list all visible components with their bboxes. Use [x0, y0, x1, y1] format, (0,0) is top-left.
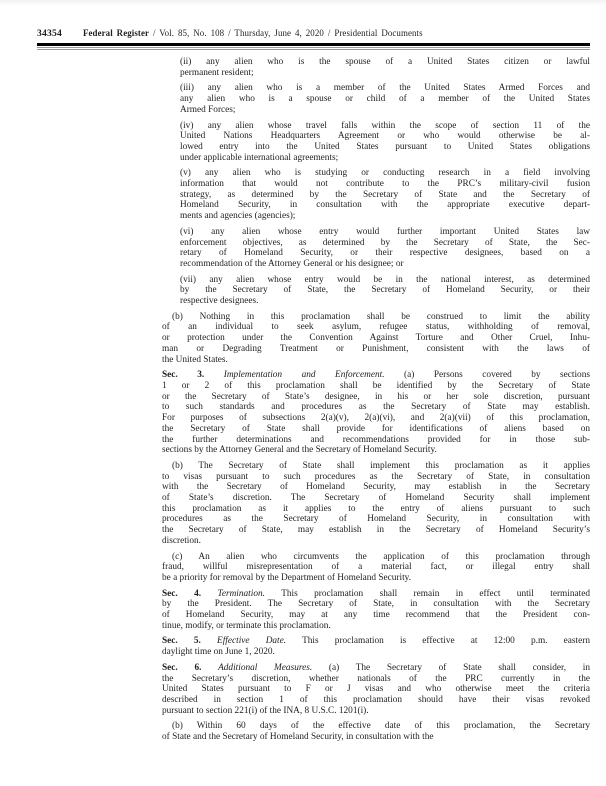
text-segment: the United States. — [162, 354, 228, 365]
paragraph — [162, 312, 590, 366]
text-line — [180, 275, 590, 286]
text-segment: This proclamation is effective at 12:00 p.m. eastern — [286, 636, 590, 647]
paragraph — [180, 227, 590, 270]
text-segment: tinue, modify, or terminate this proclamation. — [162, 620, 331, 631]
text-line — [162, 424, 590, 435]
text-line — [162, 461, 590, 472]
text-segment: lowed entry into the United States pursuant to United States obligations — [180, 141, 590, 152]
text-segment: of Homeland Security, may at any time recommend that the President con- — [162, 610, 590, 621]
text-segment: (b) Within 60 days of the effective date of this proclamation, the Secretary — [172, 721, 590, 732]
text-line — [180, 142, 590, 153]
text-segment: Additional Measures. — [218, 662, 313, 673]
text-segment: of an individual to seek asylum, refugee status, withholding of removal, — [162, 322, 590, 333]
text-segment: of State and the Secretary of Homeland Security, in consultation with the — [162, 732, 434, 743]
text-segment: Sec. 4. — [162, 588, 218, 599]
text-line — [162, 599, 590, 610]
text-line — [180, 227, 590, 238]
text-line — [162, 674, 590, 685]
paragraph — [162, 461, 590, 547]
text-segment: or the Secretary of State’s designee, in his or her sole discretion, pursuant — [162, 391, 590, 402]
text-segment: under applicable international agreements; — [180, 152, 339, 163]
paragraph — [162, 721, 590, 742]
paragraph — [162, 589, 590, 632]
text-line — [162, 610, 590, 621]
text-segment: daylight time on June 1, 2020. — [162, 647, 275, 658]
text-segment: Federal Register — [82, 28, 150, 38]
text-segment: fraud, willful misrepresentation of a material fact, or illegal entry shall — [162, 562, 590, 573]
paragraph — [180, 57, 590, 78]
text-segment: enforcement objectives, as determined by the Secretary of State, the Sec- — [180, 237, 590, 248]
text-line — [180, 153, 590, 164]
text-segment: to such standards and procedures as the Secretary of State may establish. — [162, 402, 590, 413]
text-segment: United Nations Headquarters Agreement or who would otherwise be al- — [180, 131, 590, 142]
text-line — [162, 663, 590, 674]
text-line — [180, 168, 590, 179]
text-line — [162, 381, 590, 392]
text-line — [162, 636, 590, 647]
text-line — [162, 355, 590, 366]
text-segment: the further determinations and recommendations provided for in those sub- — [162, 434, 590, 445]
text-segment: or protection under the Convention Against Torture and Other Cruel, Inhu- — [162, 333, 590, 344]
text-segment: ments and agencies (agencies); — [180, 211, 296, 222]
text-segment: (iv) any alien whose travel falls within the scope of section 11 of the — [180, 120, 590, 131]
text-segment: / Vol. 85, No. 108 / Thursday, June 4, 2020 / Presidential Documents — [149, 28, 423, 38]
text-segment: (vi) any alien whose entry would further important United States law — [180, 226, 590, 237]
text-line — [162, 552, 590, 563]
text-segment: (v) any alien who is studying or conducting research in a field involving — [180, 168, 590, 179]
text-line — [180, 200, 590, 211]
text-line — [180, 259, 590, 270]
text-segment: pursuant to section 221(i) of the INA, 8 U.S.C. 1201(i). — [162, 705, 369, 716]
text-line — [162, 732, 590, 743]
text-line — [162, 493, 590, 504]
text-segment: United States pursuant to F or J visas and who otherwise meet the criteria — [162, 684, 590, 695]
text-line — [162, 472, 590, 483]
paragraph — [162, 552, 590, 584]
text-line — [180, 179, 590, 190]
text-line — [162, 684, 590, 695]
text-line — [162, 721, 590, 732]
text-segment: information that would not contribute to the PRC’s military-civil fusion — [180, 179, 590, 190]
text-line — [180, 105, 590, 116]
text-segment: with the Secretary of Homeland Security, may establish in the Secretary — [162, 482, 590, 493]
text-line — [162, 344, 590, 355]
page-number: 34354 — [37, 28, 62, 39]
page-header — [37, 28, 590, 39]
text-segment: the Secretary’s discretion, whether nationals of the PRC currently in the — [162, 673, 590, 684]
text-line — [162, 322, 590, 333]
document-body — [162, 57, 590, 743]
text-line — [162, 621, 590, 632]
text-line — [180, 285, 590, 296]
text-segment: described in section 1 of this proclamation should have their visas revoked — [162, 694, 590, 705]
text-segment: Armed Forces; — [180, 104, 236, 115]
header-rule-thin-1 — [37, 47, 590, 48]
text-line — [180, 238, 590, 249]
text-line — [162, 402, 590, 413]
text-segment: respective designees. — [180, 296, 259, 307]
text-line — [162, 647, 590, 658]
text-line — [162, 589, 590, 600]
header-rule — [37, 43, 590, 50]
text-segment: discretion. — [162, 535, 201, 546]
text-line — [162, 333, 590, 344]
text-segment: Homeland Security, in consultation with the appropriate executive depart- — [180, 200, 590, 211]
text-line — [162, 482, 590, 493]
text-segment: Sec. 3. — [162, 370, 224, 381]
text-segment: Sec. 5. — [162, 636, 218, 647]
text-segment: (c) An alien who circumvents the application of this proclamation through — [172, 551, 590, 562]
text-segment: (vii) any alien whose entry would be in the national interest, as determined — [180, 274, 590, 285]
text-segment: (b) The Secretary of State shall implement this proclamation as it applies — [172, 460, 590, 471]
text-line — [162, 504, 590, 515]
text-line — [162, 370, 590, 381]
text-line — [180, 68, 590, 79]
text-segment: retary of Homeland Security, or their respective designees, based on a — [180, 248, 590, 259]
text-segment: the Secretary of State shall provide for identifications of aliens based on — [162, 423, 590, 434]
text-line — [162, 573, 590, 584]
text-line — [180, 248, 590, 259]
text-line — [162, 706, 590, 717]
text-segment: procedures as the Secretary of Homeland Security, in consultation with — [162, 514, 590, 525]
text-segment: strategy, as determined by the Secretary of State and the Secretary of — [180, 189, 590, 200]
text-segment: This proclamation shall remain in effect until terminated — [264, 588, 590, 599]
text-segment: recommendation of the Attorney General or his designee; or — [180, 258, 404, 269]
text-line — [162, 413, 590, 424]
text-line — [162, 514, 590, 525]
text-segment: (iii) any alien who is a member of the United States Armed Forces and — [180, 83, 590, 94]
text-segment: this proclamation as it applies to the entry of aliens pursuant to such — [162, 503, 590, 514]
text-line — [180, 296, 590, 307]
text-segment: (ii) any alien who is the spouse of a United States citizen or lawful — [180, 57, 590, 67]
text-line — [162, 525, 590, 536]
text-segment: any alien who is a spouse or child of a member of the United States — [180, 94, 590, 105]
text-segment: of State’s discretion. The Secretary of Homeland Security shall implement — [162, 493, 590, 504]
header-rule-thick — [37, 43, 590, 46]
header-rule-thin-2 — [37, 49, 590, 50]
text-line — [162, 695, 590, 706]
paragraph — [180, 275, 590, 307]
text-line — [162, 312, 590, 323]
text-segment: Effective Date. — [217, 636, 287, 647]
text-segment: permanent resident; — [180, 67, 254, 78]
text-segment: be a priority for removal by the Department of Homeland Security. — [162, 572, 412, 583]
paragraph — [180, 168, 590, 222]
text-line — [162, 536, 590, 547]
text-segment: Implementation and Enforcement. — [223, 370, 385, 381]
text-line — [180, 83, 590, 94]
text-line — [180, 131, 590, 142]
text-segment: the Secretary of State, may establish in the Secretary of Homeland Security’s — [162, 525, 590, 536]
text-line — [162, 562, 590, 573]
text-segment: by the President. The Secretary of State, in consultation with the Secretary — [162, 599, 590, 610]
page-top-shade — [0, 0, 606, 6]
paragraph — [162, 636, 590, 657]
text-line — [180, 57, 590, 68]
paragraph — [180, 83, 590, 115]
text-segment: man or Degrading Treatment or Punishment, consistent with the laws of — [162, 343, 590, 354]
text-line — [180, 121, 590, 132]
text-segment: (a) The Secretary of State shall consider, in — [312, 662, 590, 673]
text-segment: For purposes of subsections 2(a)(v), 2(a)(vi), and 2(a)(vii) of this proclamation, — [162, 413, 590, 424]
paragraph — [162, 370, 590, 456]
header-title — [83, 28, 423, 38]
text-line — [180, 94, 590, 105]
text-line — [162, 435, 590, 446]
text-line — [180, 211, 590, 222]
text-segment: Termination. — [217, 588, 265, 599]
text-line — [180, 190, 590, 201]
text-line — [162, 445, 590, 456]
text-segment: sections by the Attorney General and the Secretary of Homeland Security. — [162, 445, 437, 456]
text-segment: (b) Nothing in this proclamation shall be construed to limit the ability — [172, 311, 590, 322]
paragraph — [162, 663, 590, 717]
text-segment: to visas pursuant to such procedures as the Secretary of State, in consultation — [162, 471, 590, 482]
text-segment: 1 or 2 of this proclamation shall be identified by the Secretary of State — [162, 380, 590, 391]
text-segment: Sec. 6. — [162, 662, 219, 673]
paragraph — [180, 121, 590, 164]
text-segment: by the Secretary of State, the Secretary of Homeland Security, or their — [180, 285, 590, 296]
text-segment: (a) Persons covered by sections — [384, 370, 590, 381]
text-line — [162, 392, 590, 403]
